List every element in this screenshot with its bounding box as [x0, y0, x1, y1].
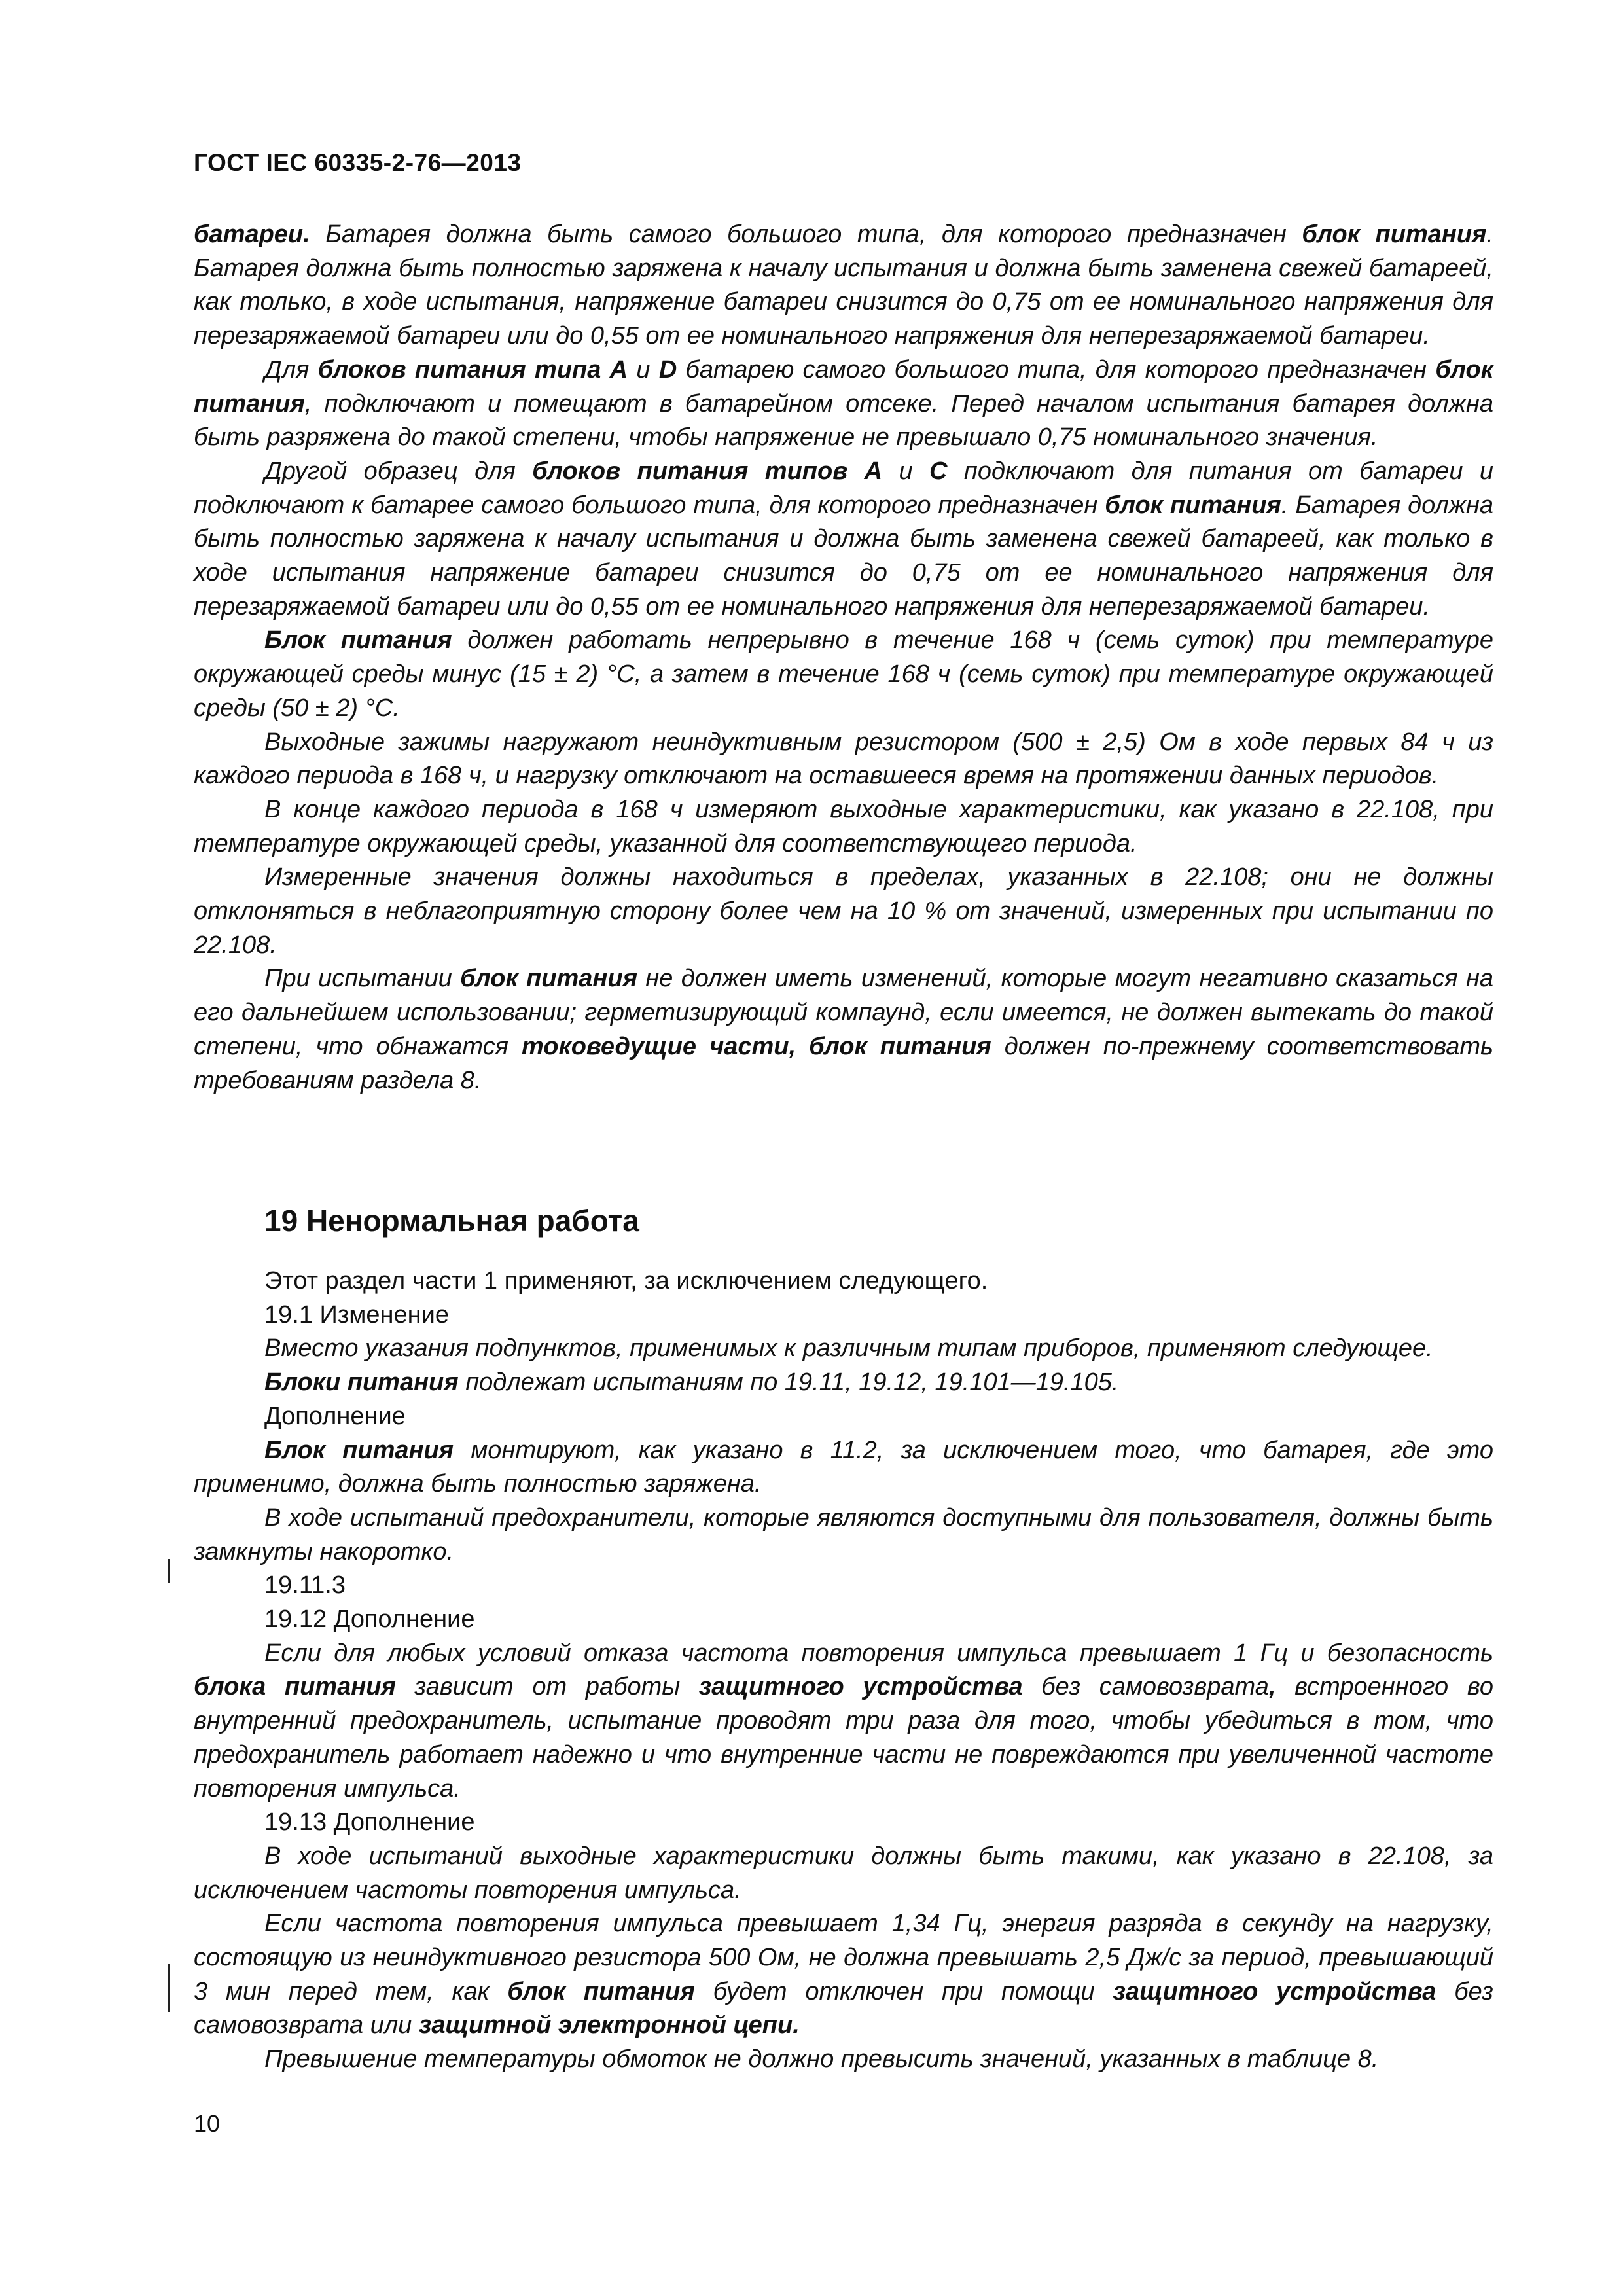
change-marker-bar	[168, 1964, 170, 2012]
section-intro: Этот раздел части 1 применяют, за исключением следующего.	[264, 1267, 988, 1295]
paragraph-type-a-c: Другой образец для блоков питания типов А и С подключают для питания от батареи и подключают к батарее самого большого типа, для которого предназначен блок питания. Батарея должна быть полностью заряжена к началу испытания и должна быть заменена свежей батареей, как только в ходе испытания напряжение батареи снизится до 0,75 от ее номинального напряжения для перезаряжаемой батареи или до 0,55 от ее номинального напряжения для неперезаряжаемой батареи.	[194, 457, 1494, 620]
subsection-19-1: 19.1 Изменение	[264, 1300, 449, 1329]
page-number: 10	[194, 2110, 221, 2137]
document-header: ГОСТ IEC 60335-2-76—2013	[194, 149, 522, 176]
paragraph-output-load: Выходные зажимы нагружают неиндуктивным резистором (500 ± 2,5) Ом в ходе первых 84 ч из каждого периода в 168 ч, и нагрузку отключают на оставшееся время на протяжении данных периодов.	[194, 728, 1493, 790]
paragraph-fuses: В ходе испытаний предохранители, которые являются доступными для пользователя, должны быть замкнуты накоротко.	[194, 1503, 1493, 1566]
subsection-19-13: 19.13 Дополнение	[264, 1808, 475, 1837]
paragraph-19-1-tests: Блоки питания подлежат испытаниям по 19.11, 19.12, 19.101—19.105.	[264, 1369, 1119, 1397]
paragraph-type-a-d: Для блоков питания типа А и D батарею самого большого типа, для которого предназначен блок питания, подключают и помещают в батарейном отсеке. Перед началом испытания батарея должна быть разряжена до такой степени, чтобы напряжение не превышало 0,75 номинального значения.	[194, 355, 1493, 452]
paragraph-mounting: Блок питания монтируют, как указано в 11.2, за исключением того, что батарея, где это применимо, должна быть полностью заряжена.	[194, 1436, 1493, 1498]
paragraph-no-changes: При испытании блок питания не должен иметь изменений, которые могут негативно сказаться на его дальнейшем использовании; герметизирующий компаунд, если имеется, не должен вытекать до такой степени, что обнажатся токоведущие части, блок питания должен по-прежнему соответствовать требованиям раздела 8.	[194, 965, 1493, 1094]
paragraph-19-12: Если для любых условий отказа частота повторения импульса превышает 1 Гц и безопасность блока питания зависит от работы защитного устройства без самовозврата, встроенного во внутренний предохранитель, испытание проводят три раза для того, чтобы убедиться в том, что предохранитель работает надежно и что внутренние части не повреждаются при увеличенной частоте повторения импульса.	[194, 1639, 1494, 1803]
subsection-19-11-3: 19.11.3	[264, 1571, 346, 1600]
paragraph-battery-requirements: батареи. Батарея должна быть самого большого типа, для которого предназначен блок питания. Батарея должна быть полностью заряжена к началу испытания и должна быть заменена свежей батареей, как только, в ходе испытания, напряжение батареи снизится до 0,75 от ее номинального напряжения для перезаряжаемой батареи или до 0,55 от ее номинального напряжения для неперезаряжаемой батареи.	[194, 221, 1493, 350]
paragraph-period-measurement: В конце каждого периода в 168 ч измеряют выходные характеристики, как указано в 22.108, при температуре окружающей среды, указанной для соответствующего периода.	[194, 795, 1493, 857]
paragraph-measured-limits: Измеренные значения должны находиться в пределах, указанных в 22.108; они не должны отклоняться в неблагоприятную сторону более чем на 10 % от значений, измеренных при испытании по 22.108.	[194, 863, 1493, 959]
body-text-upper	[194, 218, 1493, 1098]
label-addition: Дополнение	[264, 1402, 406, 1430]
change-marker-bar	[168, 1559, 170, 1583]
paragraph-19-13-temperature: Превышение температуры обмоток не должно превысить значений, указанных в таблице 8.	[264, 2045, 1379, 2073]
paragraph-19-13-output: В ходе испытаний выходные характеристики должны быть такими, как указано в 22.108, за исключением частоты повторения импульса.	[194, 1842, 1493, 1904]
paragraph-continuous-operation: Блок питания должен работать непрерывно в течение 168 ч (семь суток) при температуре окружающей среды минус (15 ± 2) °С, а затем в течение 168 ч (семь суток) при температуре окружающей среды (50 ± 2) °С.	[194, 626, 1494, 722]
paragraph-19-13-energy: Если частота повторения импульса превышает 1,34 Гц, энергия разряда в секунду на нагрузку, состоящую из неиндуктивного резистора 500 Ом, не должна превышать 2,5 Дж/с за период, превышающий 3 мин перед тем, как блок питания будет отключен при помощи защитного устройства без самовозврата или защитной электронной цепи.	[194, 1910, 1493, 2039]
paragraph-19-1-instead: Вместо указания подпунктов, применимых к различным типам приборов, применяют следующее.	[264, 1335, 1433, 1363]
subsection-19-12: 19.12 Дополнение	[264, 1605, 475, 1634]
body-text-lower	[194, 1265, 1493, 2077]
section-heading: 19 Ненормальная работа	[264, 1204, 639, 1238]
